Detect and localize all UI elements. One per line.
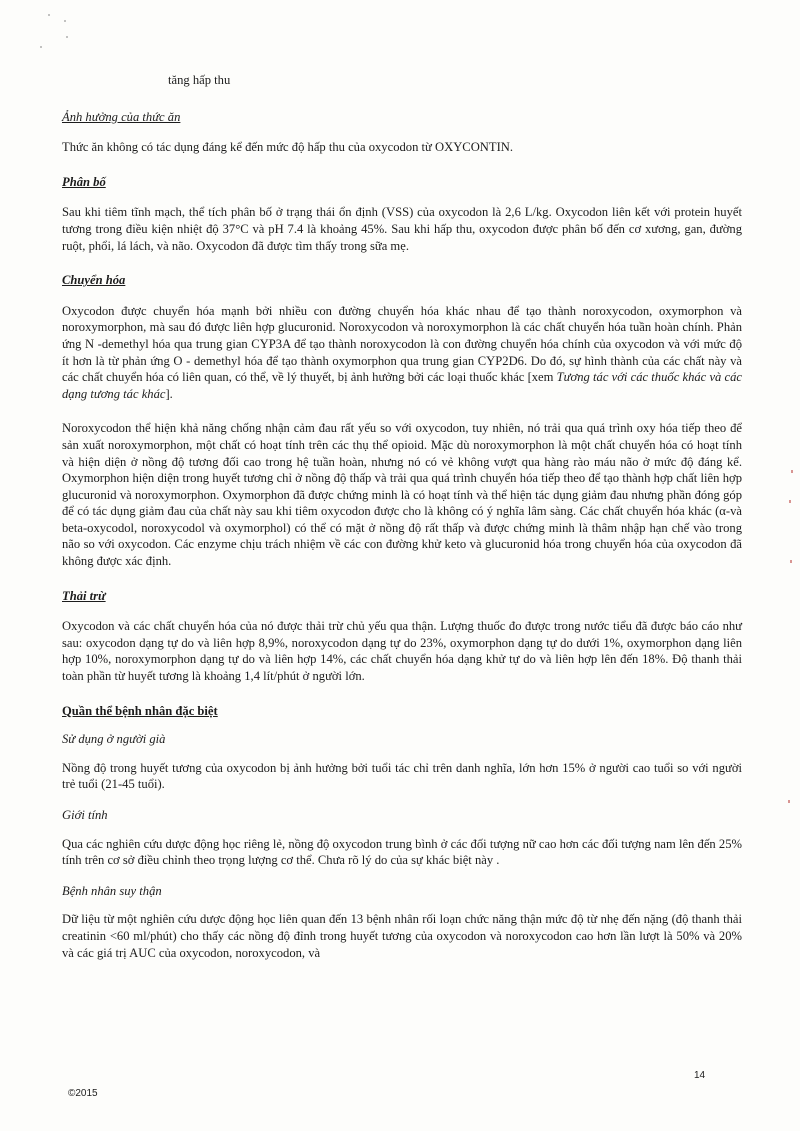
elderly-paragraph: Nồng độ trong huyết tương của oxycodon bị ảnh hưởng bởi tuổi tác chỉ trên danh nghĩa, lớn hơn 15% ở người cao tuổi so với người trẻ tuổi (21-45 tuổi). xyxy=(62,760,742,792)
scan-speck xyxy=(48,14,50,16)
distribution-heading: Phân bố xyxy=(62,174,106,189)
gender-heading: Giới tính xyxy=(62,808,108,822)
special-populations-heading: Quần thể bệnh nhân đặc biệt xyxy=(62,703,218,718)
metabolism-text: Oxycodon được chuyển hóa mạnh bởi nhiều con đường chuyển hóa khác nhau để tạo thành noroxycodon, oxymorphon và noroxymorphon, mà sau đó được liên hợp glucuronid. Noroxycodon và noroxymorphon là các chất chuyển hóa tuần hoàn chính. Phản ứng N -demethyl hóa qua trung gian CYP3A để tạo thành noroxycodon là con đường chuyển hóa chính của oxycodon và với mức độ ít hơn là từ phản ứng O - demethyl hóa để tạo thành oxymorphon qua trung gian CYP2D6. Do đó, sự hình thành của các chất này và các chất chuyển hóa có liên quan, có thể, về lý thuyết, bị ảnh hưởng bởi các loại thuốc khác [xem xyxy=(62,303,742,385)
distribution-paragraph: Sau khi tiêm tĩnh mạch, thể tích phân bố ở trạng thái ổn định (VSS) của oxycodon là 2,6 L/kg. Oxycodon liên kết với protein huyết tương trong điều kiện nhiệt độ 37°C và pH 7.4 là khoảng 45%. Sau khi hấp thu, oxycodon được phân bố đến cơ xương, gan, đường ruột, phổi, lá lách, và não. Oxycodon đã được tìm thấy trong sữa mẹ. xyxy=(62,205,742,253)
renal-impairment-heading: Bệnh nhân suy thận xyxy=(62,883,162,898)
elimination-heading: Thải trừ xyxy=(62,588,106,603)
renal-impairment-paragraph: Dữ liệu từ một nghiên cứu dược động học liên quan đến 13 bệnh nhân rối loạn chức năng thận mức độ từ nhẹ đến nặng (độ thanh thải creatinin <60 ml/phút) cho thấy các nồng độ đỉnh trong huyết tương của oxycodon và noroxycodon cao hơn lần lượt là 50% và 20% và các giá trị AUC của oxycodon, noroxycodon, và xyxy=(62,912,742,960)
elimination-paragraph: Oxycodon và các chất chuyển hóa của nó được thải trừ chủ yếu qua thận. Lượng thuốc đo được trong nước tiểu đã được báo cáo như sau: oxycodon dạng tự do và liên hợp 8,9%, noroxycodon dạng tự do 23%, oxymorphon dạng tự do dưới 1%, oxymorphon dạng liên hợp 10%, noroxymorphon dạng tự do và liên hợp 14%, các chất chuyển hóa dạng khử tự do và liên hợp lên đến 18%. Độ thanh thải toàn phần từ huyết tương là khoảng 1,4 lít/phút ở người lớn. xyxy=(62,619,742,684)
intro-line: tăng hấp thu xyxy=(168,73,231,87)
elderly-heading: Sử dụng ở người già xyxy=(62,732,166,747)
scan-mark xyxy=(790,560,792,563)
scan-mark xyxy=(788,800,790,803)
food-effect-paragraph: Thức ăn không có tác dụng đáng kể đến mức độ hấp thu của oxycodon từ OXYCONTIN. xyxy=(62,140,514,155)
page-number: 14 xyxy=(694,1070,706,1081)
metabolism-heading: Chuyển hóa xyxy=(62,273,126,288)
scan-speck xyxy=(40,46,42,48)
scan-mark xyxy=(789,500,791,503)
document-page xyxy=(62,72,742,979)
scan-speck xyxy=(66,36,68,38)
copyright: ©2015 xyxy=(68,1088,98,1099)
interaction-reference: Tương tác với các thuốc khác và các dạng tương tác khác xyxy=(62,370,743,401)
metabolism-text-end: ]. xyxy=(165,386,173,401)
food-effect-heading: Ảnh hưởng của thức ăn xyxy=(62,109,181,124)
metabolism-paragraph-1 xyxy=(62,303,742,403)
scan-speck xyxy=(64,20,66,22)
gender-paragraph: Qua các nghiên cứu dược động học riêng lẻ, nồng độ oxycodon trung bình ở các đối tượng nữ cao hơn các đối tượng nam lên đến 25% tính trên cơ sở điều chỉnh theo trọng lượng cơ thể. Chưa rõ lý do của sự khác biệt này . xyxy=(62,836,742,868)
scan-mark xyxy=(791,470,793,473)
metabolism-paragraph-2: Noroxycodon thể hiện khả năng chống nhận cảm đau rất yếu so với oxycodon, tuy nhiên, nó trải qua quá trình oxy hóa tiếp theo để sản xuất noroxymorphon, một chất có hoạt tính trên các thụ thể opioid. Mặc dù noroxymorphon là một chất chuyển hóa có hoạt tính và hiện diện ở nồng độ tương đối cao trong hệ tuần hoàn, nhưng nó có vẻ không vượt qua hàng rào máu não ở mức độ đáng kể. Oxymorphon hiện diện trong huyết tương chỉ ở nồng độ thấp và trải qua quá trình chuyển hóa tiếp theo để tạo thành hợp chất liên hợp glucuronid và noroxymorphon. Oxymorphon đã được chứng minh là có hoạt tính và thể hiện tác dụng giảm đau nhưng phần đóng góp để có tác dụng giảm đau của chất này sau khi tiêm oxycodon được cho là không có ý nghĩa lâm sàng. Các chất chuyển hóa khác (α-và beta-oxycodol, noroxycodol và oxymorphol) có thể có mặt ở nồng độ rất thấp và được chứng minh là thâm nhập hạn chế vào trong não so với oxycodon. Các enzyme chịu trách nhiệm về các con đường khử keto và glucuronid hóa trong chuyển hóa của oxycodon đã không được xác định. xyxy=(62,421,742,569)
